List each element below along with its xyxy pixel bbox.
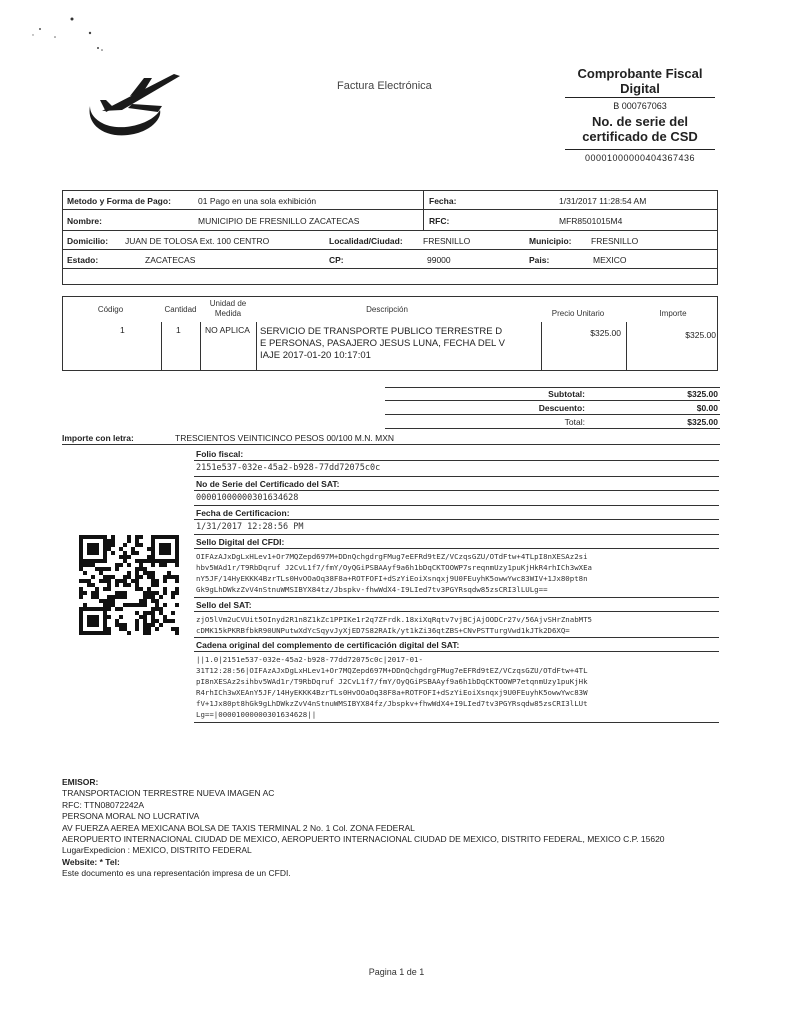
localidad-label: Localidad/Ciudad: (329, 236, 403, 246)
municipio-value: FRESNILLO (591, 236, 639, 246)
item-descripcion-line3: IAJE 2017-01-20 10:17:01 (260, 350, 371, 361)
fecha-cert-label: Fecha de Certificacion: (196, 508, 290, 518)
page-number: Pagina 1 de 1 (368, 967, 425, 977)
item-importe: $325.00 (685, 330, 716, 340)
estado-value: ZACATECAS (145, 255, 196, 265)
pais-label: Pais: (529, 255, 550, 265)
domicilio-label: Domicilio: (67, 236, 109, 246)
divider (385, 387, 720, 388)
serie-sat-value: 00001000000301634628 (196, 493, 299, 503)
header-unidad: Unidad de Medida (209, 299, 247, 318)
nombre-label: Nombre: (67, 216, 102, 226)
fecha-label: Fecha: (429, 196, 457, 206)
fecha-value: 1/31/2017 11:28:54 AM (559, 196, 647, 206)
info-row-payment (63, 191, 717, 210)
item-precio: $325.00 (590, 328, 621, 338)
document-title: Factura Electrónica (337, 80, 432, 92)
divider (194, 460, 719, 461)
rfc-value: MFR8501015M4 (559, 216, 623, 226)
divider (194, 597, 719, 598)
total-value: $325.00 (687, 417, 718, 427)
header-importe: Importe (659, 309, 687, 318)
emisor-line: RFC: TTN08072242A (62, 799, 145, 810)
scan-specks (30, 15, 120, 60)
cell-divider (161, 322, 162, 371)
cadena-line: 31T12:28:56|OIFAzAJxDgLxHLev1+Or7MQZepd697M+DDnQchgdrgFMug7eEFRd9tEZ/VCzqsGZU/OTdFtw+4TL (196, 666, 588, 675)
divider (194, 611, 719, 612)
item-codigo: 1 (120, 325, 125, 335)
divider (385, 428, 720, 429)
domicilio-value: JUAN DE TOLOSA Ext. 100 CENTRO (125, 236, 270, 246)
cadena-line: fV+1Jx80pt8hGk9gLhDWkzZvV4nStnuWMSIBYX84fz/Jbspkv+fhwWdX4+I9LIed7tv3PGYRsqdw85zsCRI3lLUt (196, 699, 588, 708)
descuento-value: $0.00 (696, 403, 718, 413)
emisor-line: LugarExpedicion : MEXICO, DISTRITO FEDERAL (62, 845, 252, 856)
info-row-address (63, 231, 717, 250)
divider (194, 548, 719, 549)
emisor-line: TRANSPORTACION TERRESTRE NUEVA IMAGEN AC (62, 788, 275, 799)
client-info-box (62, 190, 718, 285)
cell-divider (626, 322, 627, 371)
cell-divider (256, 322, 257, 371)
folio-fiscal-value: 2151e537-032e-45a2-b928-77dd72075c0c (196, 463, 381, 473)
fecha-cert-value: 1/31/2017 12:28:56 PM (196, 522, 304, 532)
item-descripcion-line1: SERVICIO DE TRANSPORTE PUBLICO TERRESTRE D (260, 326, 503, 337)
cell-divider (541, 322, 542, 371)
rfc-label: RFC: (429, 216, 450, 226)
sello-cfdi-line: OIFAzAJxDgLxHLev1+Or7MQZepd697M+DDnQchgdrgFMug7eEFRd9tEZ/VCzqsGZU/OTdFtw+4TLpI8nXESAz2si (196, 552, 588, 561)
estado-label: Estado: (67, 255, 99, 265)
importe-letra-label: Importe con letra: (62, 433, 134, 443)
cadena-label: Cadena original del complemento de certificación digital del SAT: (196, 640, 460, 650)
sello-cfdi-line: hbv5WAd1r/T9RbDqruf J2CvL1f7/fmY/OyQGiPSBAAyf9a6h1bDqCKTOOWP7sreqnmUzy1puKjHkR4rhICh3wXEa (196, 563, 593, 572)
airplane-logo-icon (82, 66, 182, 141)
divider (194, 722, 719, 723)
cp-label: CP: (329, 255, 344, 265)
divider (194, 519, 719, 520)
divider (194, 476, 719, 477)
cadena-line: R4rhICh3wXEAnY5JF/14HyEKKK4BzrTLs0HvOOaOq38F8a+ROTFOFI+dSzYiEoiXsnqxj9U0FEuyhK5owwYwc83W (196, 688, 588, 697)
cadena-line: ||1.0|2151e537-032e-45a2-b928-77dd72075c0c|2017-01- (196, 655, 423, 664)
divider (62, 444, 720, 445)
items-table (62, 296, 718, 371)
certificate-number: 00001000000404367436 (584, 153, 696, 163)
serie-sat-label: No de Serie del Certificado del SAT: (196, 479, 340, 489)
cell-divider (423, 191, 424, 210)
folio-number: B 000767063 (613, 101, 667, 111)
info-row-name (63, 210, 717, 231)
divider (194, 490, 719, 491)
descuento-label: Descuento: (538, 403, 585, 413)
sello-sat-line: zjO5lVm2uCVUit5OInyd2R1n8Z1kZc1PPIKe1r2q7ZFrdk.18xiXqRqtv7vjBCjAjOODCr27v/56AjvSHrZnabMT5 (196, 615, 593, 624)
cell-divider (423, 210, 424, 231)
divider (565, 97, 715, 98)
divider (194, 651, 719, 652)
emisor-line: AV FUERZA AEREA MEXICANA BOLSA DE TAXIS TERMINAL 2 No. 1 Col. ZONA FEDERAL (62, 822, 415, 833)
localidad-value: FRESNILLO (423, 236, 471, 246)
header-precio: Precio Unitario (551, 309, 605, 318)
item-cantidad: 1 (176, 325, 181, 335)
municipio-label: Municipio: (529, 236, 572, 246)
emisor-line: Este documento es una representación impresa de un CFDI. (62, 868, 291, 879)
metodo-value: 01 Pago en una sola exhibición (198, 196, 317, 206)
emisor-block (62, 777, 665, 880)
divider (565, 149, 715, 150)
header-cantidad: Cantidad (164, 305, 197, 314)
sello-cfdi-line: nY5JF/14HyEKKK4BzrTLs0HvOOaOq38F8a+ROTFOFI+dSzYiEoiXsnqxj9U0FEuyhK5owwYwc83WIV+1Jx80pt8n (196, 574, 588, 583)
emisor-title: EMISOR: (62, 777, 99, 787)
divider (194, 505, 719, 506)
certificate-title: No. de serie del certificado de CSD (582, 114, 698, 144)
divider (194, 534, 719, 535)
pais-value: MEXICO (593, 255, 627, 265)
cadena-line: Lg==|00001000000301634628|| (196, 710, 317, 719)
nombre-value: MUNICIPIO DE FRESNILLO ZACATECAS (198, 216, 360, 226)
header-codigo: Código (97, 305, 124, 314)
divider (385, 400, 720, 401)
cell-divider (200, 322, 201, 371)
sello-cfdi-line: Gk9gLhDWkzZvV4nStnuWMSIBYX84tz/Jbspkv-fhwWdX4-I9LIed7tv3PGYRsqdw85zsCRI3lLULg== (196, 585, 548, 594)
emisor-line: PERSONA MORAL NO LUCRATIVA (62, 811, 200, 822)
importe-letra-value: TRESCIENTOS VEINTICINCO PESOS 00/100 M.N. MXN (175, 433, 395, 443)
divider (194, 637, 719, 638)
qr-code-icon (79, 535, 179, 635)
info-row-state (63, 250, 717, 269)
item-unidad: NO APLICA (205, 325, 250, 335)
total-label: Total: (564, 417, 585, 427)
emisor-line: Website: * Tel: (62, 856, 120, 867)
item-descripcion-line2: E PERSONAS, PASAJERO JESUS LUNA, FECHA DEL V (260, 338, 505, 349)
divider (385, 414, 720, 415)
cfd-title: Comprobante Fiscal Digital (577, 66, 703, 96)
sello-cfdi-label: Sello Digital del CFDI: (196, 537, 285, 547)
metodo-label: Metodo y Forma de Pago: (67, 196, 171, 206)
sello-sat-line: cDMK15kPKRBfbkR90UNPutwXdYcSqyvJyXjED7S82RAIk/yt1kZi36qtZBS+CNvPSTTurgVwd1kJTk2D6XQ= (196, 626, 570, 635)
subtotal-label: Subtotal: (548, 389, 585, 399)
cp-value: 99000 (427, 255, 451, 265)
header-descripcion: Descripción (366, 305, 408, 314)
emisor-line: AEROPUERTO INTERNACIONAL CIUDAD DE MEXICO, AEROPUERTO INTERNACIONAL CIUDAD DE MEXICO, DISTRITO FEDERAL, MEXICO C.P. 15620 (62, 834, 665, 845)
folio-fiscal-label: Folio fiscal: (196, 449, 244, 459)
cadena-line: pI8nXESAz2sihbv5WAd1r/T9RbDqruf J2CvL1f7/fmY/OyQGiPSBAAyf9a6h1bDqCKTOOWP7etqnmUzy1puKjHk (196, 677, 588, 686)
sello-sat-label: Sello del SAT: (196, 600, 252, 610)
subtotal-value: $325.00 (687, 389, 718, 399)
